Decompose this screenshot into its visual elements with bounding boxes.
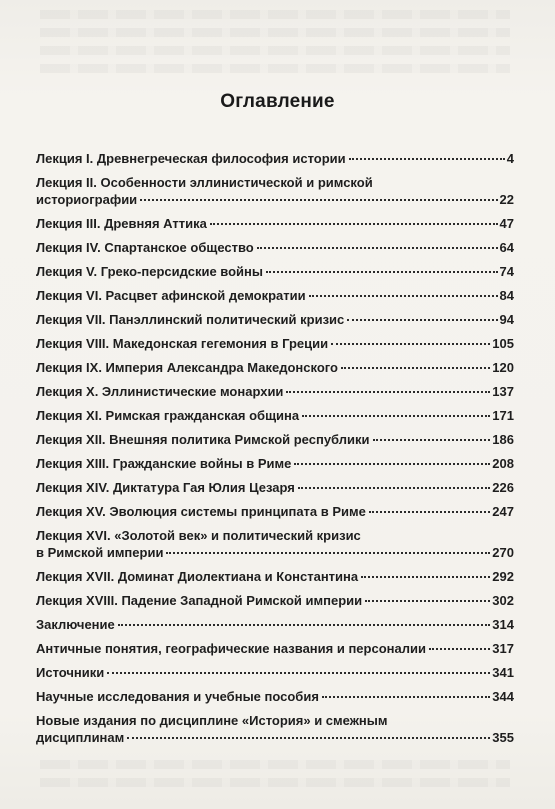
dot-leader bbox=[166, 552, 490, 554]
toc-entry[interactable] bbox=[36, 712, 514, 746]
toc-entry-row bbox=[36, 287, 514, 304]
bleed-through-line bbox=[40, 10, 510, 19]
toc-entry[interactable] bbox=[36, 479, 514, 496]
toc-entry-page-number: 64 bbox=[499, 240, 514, 255]
dot-leader bbox=[429, 648, 490, 650]
toc-entry-page-number: 341 bbox=[492, 665, 514, 680]
dot-leader bbox=[302, 415, 490, 417]
toc-entry-title: Лекция I. Древнегреческая философия истории bbox=[36, 151, 346, 166]
toc-entry-title: Лекция XVIII. Падение Западной Римской империи bbox=[36, 593, 363, 608]
dot-leader bbox=[341, 367, 490, 369]
toc-entry-title: историографии bbox=[36, 192, 138, 207]
toc-entry-row bbox=[36, 616, 514, 633]
toc-entry-row bbox=[36, 503, 514, 520]
toc-entry-page-number: 186 bbox=[492, 432, 514, 447]
toc-entry[interactable] bbox=[36, 359, 514, 376]
toc-entry-row bbox=[36, 191, 514, 208]
toc-entry[interactable] bbox=[36, 616, 514, 633]
toc-entry-page-number: 314 bbox=[492, 617, 514, 632]
toc-entry[interactable] bbox=[36, 263, 514, 280]
toc-entry-row bbox=[36, 150, 514, 167]
toc-entry-title: Лекция III. Древняя Аттика bbox=[36, 216, 207, 231]
table-of-contents bbox=[36, 150, 514, 753]
toc-entry[interactable] bbox=[36, 664, 514, 681]
toc-entry[interactable] bbox=[36, 174, 514, 208]
toc-entry-page-number: 105 bbox=[492, 336, 514, 351]
toc-entry-page-number: 344 bbox=[492, 689, 514, 704]
toc-entry-page-number: 247 bbox=[492, 504, 514, 519]
dot-leader bbox=[347, 319, 497, 321]
toc-entry[interactable] bbox=[36, 239, 514, 256]
toc-entry-title: Лекция XV. Эволюция системы принципата в Риме bbox=[36, 504, 366, 519]
toc-entry-title-line: Лекция II. Особенности эллинистической и римской bbox=[36, 175, 373, 190]
toc-entry-title: Заключение bbox=[36, 617, 115, 632]
dot-leader bbox=[298, 487, 490, 489]
toc-entry[interactable] bbox=[36, 150, 514, 167]
toc-entry-row bbox=[36, 431, 514, 448]
toc-entry-row bbox=[36, 455, 514, 472]
toc-entry-row bbox=[36, 263, 514, 280]
dot-leader bbox=[210, 223, 498, 225]
dot-leader bbox=[369, 511, 490, 513]
toc-entry-title: Лекция VII. Панэллинский политический кризис bbox=[36, 312, 345, 327]
toc-entry[interactable] bbox=[36, 503, 514, 520]
toc-entry-page-number: 4 bbox=[506, 151, 514, 166]
toc-entry-title: дисциплинам bbox=[36, 730, 125, 745]
toc-entry[interactable] bbox=[36, 215, 514, 232]
toc-entry-row bbox=[36, 544, 514, 561]
toc-entry-row bbox=[36, 335, 514, 352]
toc-entry-page-number: 208 bbox=[492, 456, 514, 471]
dot-leader bbox=[322, 696, 490, 698]
toc-entry-title: Источники bbox=[36, 665, 105, 680]
dot-leader bbox=[349, 158, 505, 160]
toc-entry-page-number: 317 bbox=[492, 641, 514, 656]
dot-leader bbox=[361, 576, 490, 578]
toc-entry-title: Лекция IV. Спартанское общество bbox=[36, 240, 254, 255]
dot-leader bbox=[331, 343, 490, 345]
toc-entry-page-number: 22 bbox=[499, 192, 514, 207]
toc-entry[interactable] bbox=[36, 455, 514, 472]
toc-entry[interactable] bbox=[36, 383, 514, 400]
toc-entry-title: Лекция IX. Империя Александра Македонского bbox=[36, 360, 338, 375]
dot-leader bbox=[266, 271, 498, 273]
toc-entry-title: в Римской империи bbox=[36, 545, 164, 560]
toc-entry-page-number: 137 bbox=[492, 384, 514, 399]
bleed-through-line bbox=[40, 46, 510, 55]
toc-entry-title: Античные понятия, географические названия и персоналии bbox=[36, 641, 426, 656]
toc-entry-title: Лекция X. Эллинистические монархии bbox=[36, 384, 284, 399]
dot-leader bbox=[294, 463, 490, 465]
toc-entry-row bbox=[36, 311, 514, 328]
toc-entry[interactable] bbox=[36, 407, 514, 424]
dot-leader bbox=[365, 600, 490, 602]
bleed-through-line bbox=[40, 778, 510, 787]
bleed-through-line bbox=[40, 28, 510, 37]
toc-entry-title: Лекция XVII. Доминат Диолектиана и Константина bbox=[36, 569, 359, 584]
toc-entry-row bbox=[36, 479, 514, 496]
toc-entry-row bbox=[36, 359, 514, 376]
toc-entry-row bbox=[36, 688, 514, 705]
toc-entry-title: Лекция VI. Расцвет афинской демократии bbox=[36, 288, 306, 303]
toc-entry-row bbox=[36, 383, 514, 400]
toc-entry-page-number: 84 bbox=[499, 288, 514, 303]
toc-entry-row bbox=[36, 664, 514, 681]
toc-entry-title: Лекция XII. Внешняя политика Римской республики bbox=[36, 432, 370, 447]
toc-entry-page-number: 94 bbox=[499, 312, 514, 327]
toc-entry-page-number: 171 bbox=[492, 408, 514, 423]
toc-entry-title-line: Новые издания по дисциплине «История» и смежным bbox=[36, 713, 388, 728]
toc-entry[interactable] bbox=[36, 431, 514, 448]
bleed-through-line bbox=[40, 64, 510, 73]
dot-leader bbox=[257, 247, 498, 249]
toc-entry-title: Лекция XIV. Диктатура Гая Юлия Цезаря bbox=[36, 480, 295, 495]
toc-entry[interactable] bbox=[36, 568, 514, 585]
toc-entry[interactable] bbox=[36, 688, 514, 705]
toc-entry-title: Лекция VIII. Македонская гегемония в Греции bbox=[36, 336, 329, 351]
toc-entry-page-number: 355 bbox=[492, 730, 514, 745]
toc-entry[interactable] bbox=[36, 287, 514, 304]
dot-leader bbox=[127, 737, 490, 739]
toc-entry-row bbox=[36, 215, 514, 232]
toc-entry[interactable] bbox=[36, 640, 514, 657]
toc-entry-row bbox=[36, 568, 514, 585]
toc-entry-title: Лекция V. Греко-персидские войны bbox=[36, 264, 263, 279]
dot-leader bbox=[373, 439, 491, 441]
toc-entry-page-number: 270 bbox=[492, 545, 514, 560]
dot-leader bbox=[107, 672, 490, 674]
toc-entry[interactable] bbox=[36, 592, 514, 609]
toc-entry-page-number: 292 bbox=[492, 569, 514, 584]
toc-entry-page-number: 226 bbox=[492, 480, 514, 495]
toc-entry-page-number: 302 bbox=[492, 593, 514, 608]
toc-entry-page-number: 74 bbox=[499, 264, 514, 279]
toc-entry-row bbox=[36, 729, 514, 746]
toc-entry-row bbox=[36, 407, 514, 424]
toc-entry-page-number: 120 bbox=[492, 360, 514, 375]
toc-entry-title: Лекция XI. Римская гражданская община bbox=[36, 408, 300, 423]
toc-entry-title: Научные исследования и учебные пособия bbox=[36, 689, 319, 704]
dot-leader bbox=[118, 624, 491, 626]
dot-leader bbox=[140, 199, 497, 201]
toc-entry[interactable] bbox=[36, 335, 514, 352]
dot-leader bbox=[309, 295, 498, 297]
toc-entry-page-number: 47 bbox=[499, 216, 514, 231]
toc-entry-row bbox=[36, 239, 514, 256]
toc-entry[interactable] bbox=[36, 527, 514, 561]
toc-entry-title: Лекция XIII. Гражданские войны в Риме bbox=[36, 456, 292, 471]
dot-leader bbox=[286, 391, 490, 393]
toc-heading: Оглавление bbox=[220, 91, 335, 112]
toc-entry[interactable] bbox=[36, 311, 514, 328]
bleed-through-line bbox=[40, 760, 510, 769]
toc-entry-row bbox=[36, 640, 514, 657]
toc-entry-title-line: Лекция XVI. «Золотой век» и политический кризис bbox=[36, 528, 361, 543]
toc-entry-row bbox=[36, 592, 514, 609]
